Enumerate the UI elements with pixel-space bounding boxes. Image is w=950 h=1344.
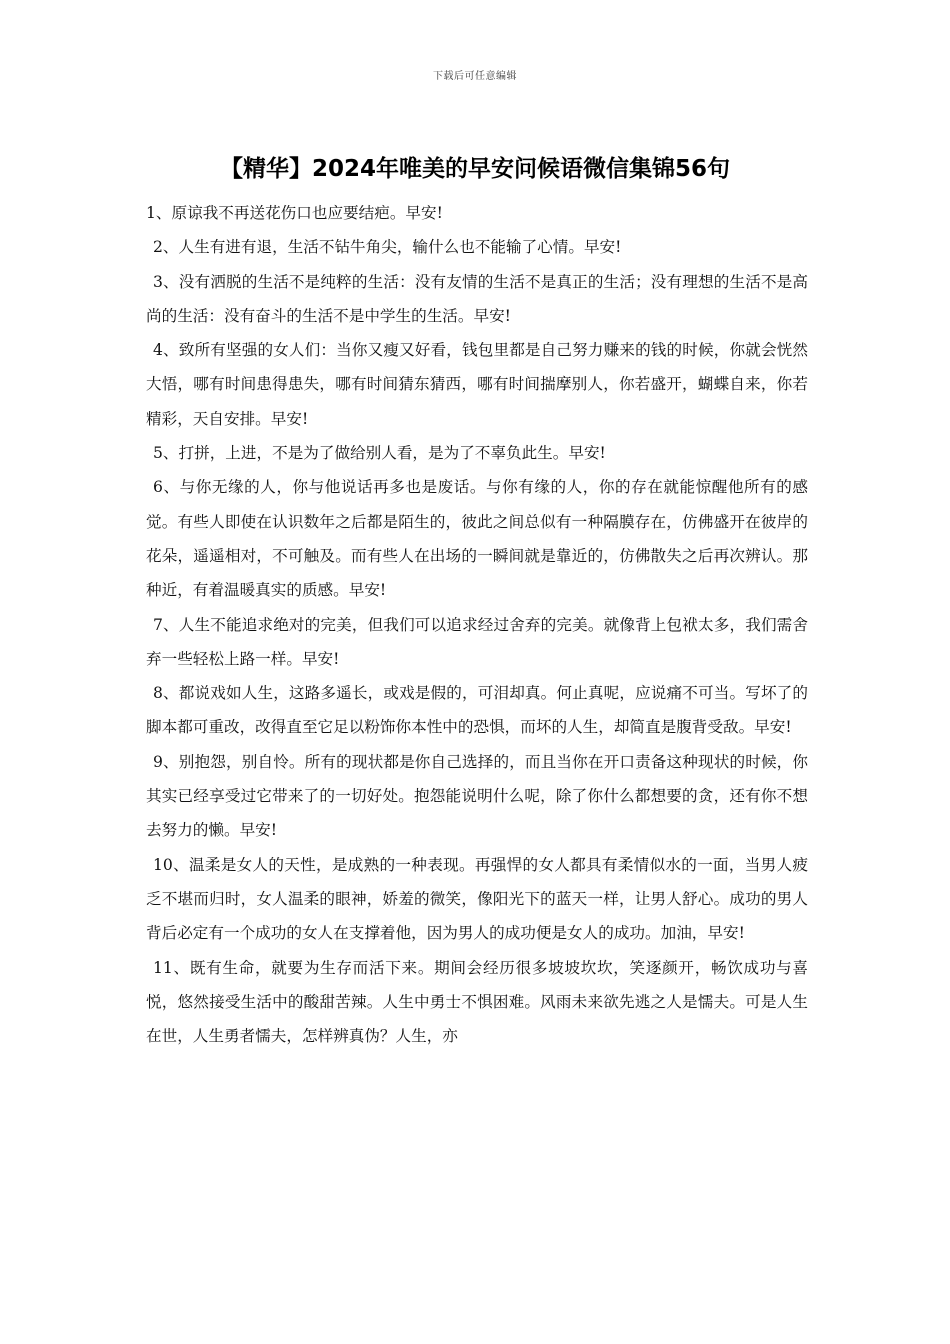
paragraph-10: 10、温柔是女人的天性，是成熟的一种表现。再强悍的女人都具有柔情似水的一面，当男人疲乏不堪而归时，女人温柔的眼神，娇羞的微笑，像阳光下的蓝天一样，让男人舒心。成功的男人背后必定有一个成功的女人在支撑着他，因为男人的成功便是女人的成功。加油，早安! xyxy=(146,855,808,943)
paragraph-1: 1、原谅我不再送花伤口也应要结疤。早安! xyxy=(146,204,443,222)
paragraph-7: 7、人生不能追求绝对的完美，但我们可以追求经过舍弃的完美。就像背上包袱太多，我们需舍弃一些轻松上路一样。早安! xyxy=(146,615,808,668)
header-note: 下载后可任意编辑 xyxy=(433,71,517,82)
document-body xyxy=(146,196,808,1053)
paragraph-5: 5、打拼，上进，不是为了做给别人看，是为了不辜负此生。早安! xyxy=(153,444,606,463)
paragraph-2: 2、人生有进有退，生活不钻牛角尖，输什么也不能输了心情。早安! xyxy=(153,238,622,257)
document-title: 【精华】2024年唯美的早安问候语微信集锦56句 xyxy=(219,156,731,182)
paragraph-11: 11、既有生命，就要为生存而活下来。期间会经历很多坡坡坎坎，笑逐颜开，畅饮成功与喜悦，悠然接受生活中的酸甜苦辣。人生中勇士不惧困难。风雨未来欲先逃之人是懦夫。可是人生在世，人生勇者懦夫，怎样辨真伪？人生，亦 xyxy=(146,958,808,1046)
paragraph-8: 8、都说戏如人生，这路多遥长，或戏是假的，可泪却真。何止真呢，应说痛不可当。写坏了的脚本都可重改，改得直至它足以粉饰你本性中的恐惧，而坏的人生，却简直是腹背受敌。早安! xyxy=(146,684,808,737)
paragraph-3: 3、没有洒脱的生活不是纯粹的生活：没有友情的生活不是真正的生活；没有理想的生活不是高尚的生活：没有奋斗的生活不是中学生的生活。早安! xyxy=(146,272,808,325)
paragraph-4: 4、致所有坚强的女人们：当你又瘦又好看，钱包里都是自己努力赚来的钱的时候，你就会恍然大悟，哪有时间患得患失，哪有时间猜东猜西，哪有时间揣摩别人，你若盛开，蝴蝶自来，你若精彩，天自安排。早安! xyxy=(146,341,808,428)
paragraph-9: 9、别抱怨，别自怜。所有的现状都是你自己选择的，而且当你在开口责备这种现状的时候，你其实已经享受过它带来了的一切好处。抱怨能说明什么呢，除了你什么都想要的贪，还有你不想去努力的懒。早安! xyxy=(146,752,808,840)
paragraph-6: 6、与你无缘的人，你与他说话再多也是废话。与你有缘的人，你的存在就能惊醒他所有的感觉。有些人即使在认识数年之后都是陌生的，彼此之间总似有一种隔膜存在，仿佛盛开在彼岸的花朵，遥遥相对，不可触及。而有些人在出场的一瞬间就是靠近的，仿佛散失之后再次辨认。那种近，有着温暖真实的质感。早安! xyxy=(146,478,808,600)
